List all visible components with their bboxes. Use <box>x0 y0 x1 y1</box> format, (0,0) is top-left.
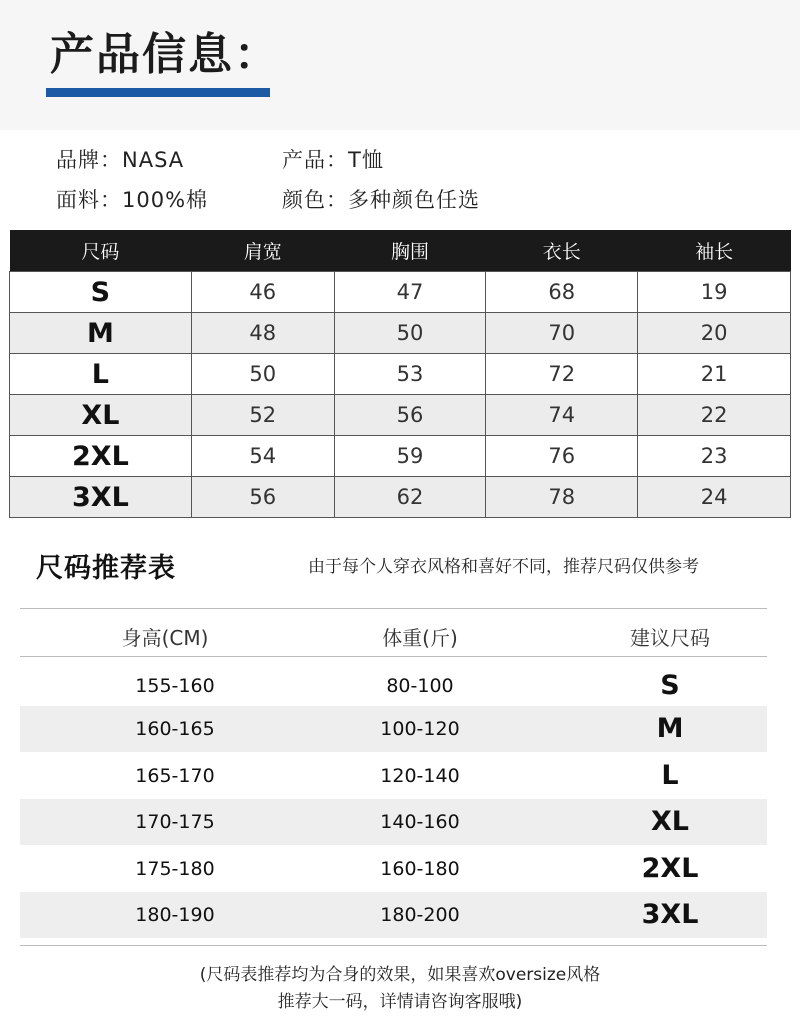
suggested-size-cell: M <box>656 713 684 744</box>
recommend-note: 由于每个人穿衣风格和喜好不同，推荐尺码仅供参考 <box>308 557 699 577</box>
weight-cell: 160-180 <box>380 858 460 880</box>
suggested-size-cell: S <box>660 670 680 701</box>
size-cell: 3XL <box>10 477 192 518</box>
sleeve-cell: 20 <box>638 313 791 354</box>
chest-cell: 62 <box>334 477 486 518</box>
header-weight: 体重(斤) <box>382 626 458 650</box>
height-cell: 170-175 <box>135 811 215 833</box>
recommend-title: 尺码推荐表 <box>36 553 176 584</box>
header-length: 衣长 <box>486 230 638 272</box>
shoulder-cell: 46 <box>191 272 334 313</box>
divider <box>20 656 767 657</box>
shoulder-cell: 50 <box>191 354 334 395</box>
table-row <box>10 272 791 313</box>
shoulder-cell: 48 <box>191 313 334 354</box>
sleeve-cell: 24 <box>638 477 791 518</box>
table-row <box>10 395 791 436</box>
size-table <box>9 230 791 518</box>
header-size: 尺码 <box>10 230 192 272</box>
chest-cell: 56 <box>334 395 486 436</box>
chest-cell: 53 <box>334 354 486 395</box>
weight-cell: 140-160 <box>380 811 460 833</box>
weight-cell: 100-120 <box>380 718 460 740</box>
chest-cell: 47 <box>334 272 486 313</box>
list-item <box>20 663 767 709</box>
header-chest: 胸围 <box>334 230 486 272</box>
shoulder-cell: 54 <box>191 436 334 477</box>
height-cell: 175-180 <box>135 858 215 880</box>
divider <box>20 608 767 609</box>
length-cell: 76 <box>486 436 638 477</box>
sleeve-cell: 19 <box>638 272 791 313</box>
length-cell: 68 <box>486 272 638 313</box>
sleeve-cell: 23 <box>638 436 791 477</box>
brand-info: 品牌：NASA <box>56 148 185 172</box>
suggested-size-cell: 3XL <box>641 899 699 930</box>
footer-note-line2: 推荐大一码，详情请咨询客服哦) <box>277 992 523 1012</box>
chest-cell: 59 <box>334 436 486 477</box>
header-height: 身高(CM) <box>121 626 209 650</box>
product-info: 产品：T恤 <box>282 148 384 172</box>
fabric-info: 面料：100%棉 <box>56 188 209 212</box>
size-cell: 2XL <box>10 436 192 477</box>
list-item <box>20 846 767 892</box>
length-cell: 72 <box>486 354 638 395</box>
header-sleeve: 袖长 <box>638 230 791 272</box>
suggested-size-cell: 2XL <box>641 853 699 884</box>
suggested-size-cell: L <box>661 760 679 791</box>
color-info: 颜色：多种颜色任选 <box>282 188 480 212</box>
sleeve-cell: 21 <box>638 354 791 395</box>
table-row <box>10 436 791 477</box>
title-underline <box>46 88 270 97</box>
weight-cell: 120-140 <box>380 765 460 787</box>
weight-cell: 80-100 <box>386 675 454 697</box>
shoulder-cell: 52 <box>191 395 334 436</box>
size-table-header <box>10 230 791 272</box>
table-row <box>10 313 791 354</box>
size-cell: S <box>10 272 192 313</box>
list-item <box>20 706 767 752</box>
page-title: 产品信息： <box>50 29 280 80</box>
list-item <box>20 753 767 799</box>
sleeve-cell: 22 <box>638 395 791 436</box>
height-cell: 180-190 <box>135 904 215 926</box>
shoulder-cell: 56 <box>191 477 334 518</box>
weight-cell: 180-200 <box>380 904 460 926</box>
table-row <box>10 477 791 518</box>
length-cell: 78 <box>486 477 638 518</box>
size-cell: XL <box>10 395 192 436</box>
height-cell: 155-160 <box>135 675 215 697</box>
height-cell: 160-165 <box>135 718 215 740</box>
size-cell: L <box>10 354 192 395</box>
list-item <box>20 892 767 938</box>
divider <box>20 945 767 946</box>
length-cell: 70 <box>486 313 638 354</box>
table-row <box>10 354 791 395</box>
size-cell: M <box>10 313 192 354</box>
suggested-size-cell: XL <box>650 806 690 837</box>
header-suggested-size: 建议尺码 <box>630 626 710 650</box>
header-shoulder: 肩宽 <box>191 230 334 272</box>
height-cell: 165-170 <box>135 765 215 787</box>
length-cell: 74 <box>486 395 638 436</box>
list-item <box>20 799 767 845</box>
footer-note-line1: (尺码表推荐均为合身的效果，如果喜欢oversize风格 <box>199 965 601 985</box>
chest-cell: 50 <box>334 313 486 354</box>
